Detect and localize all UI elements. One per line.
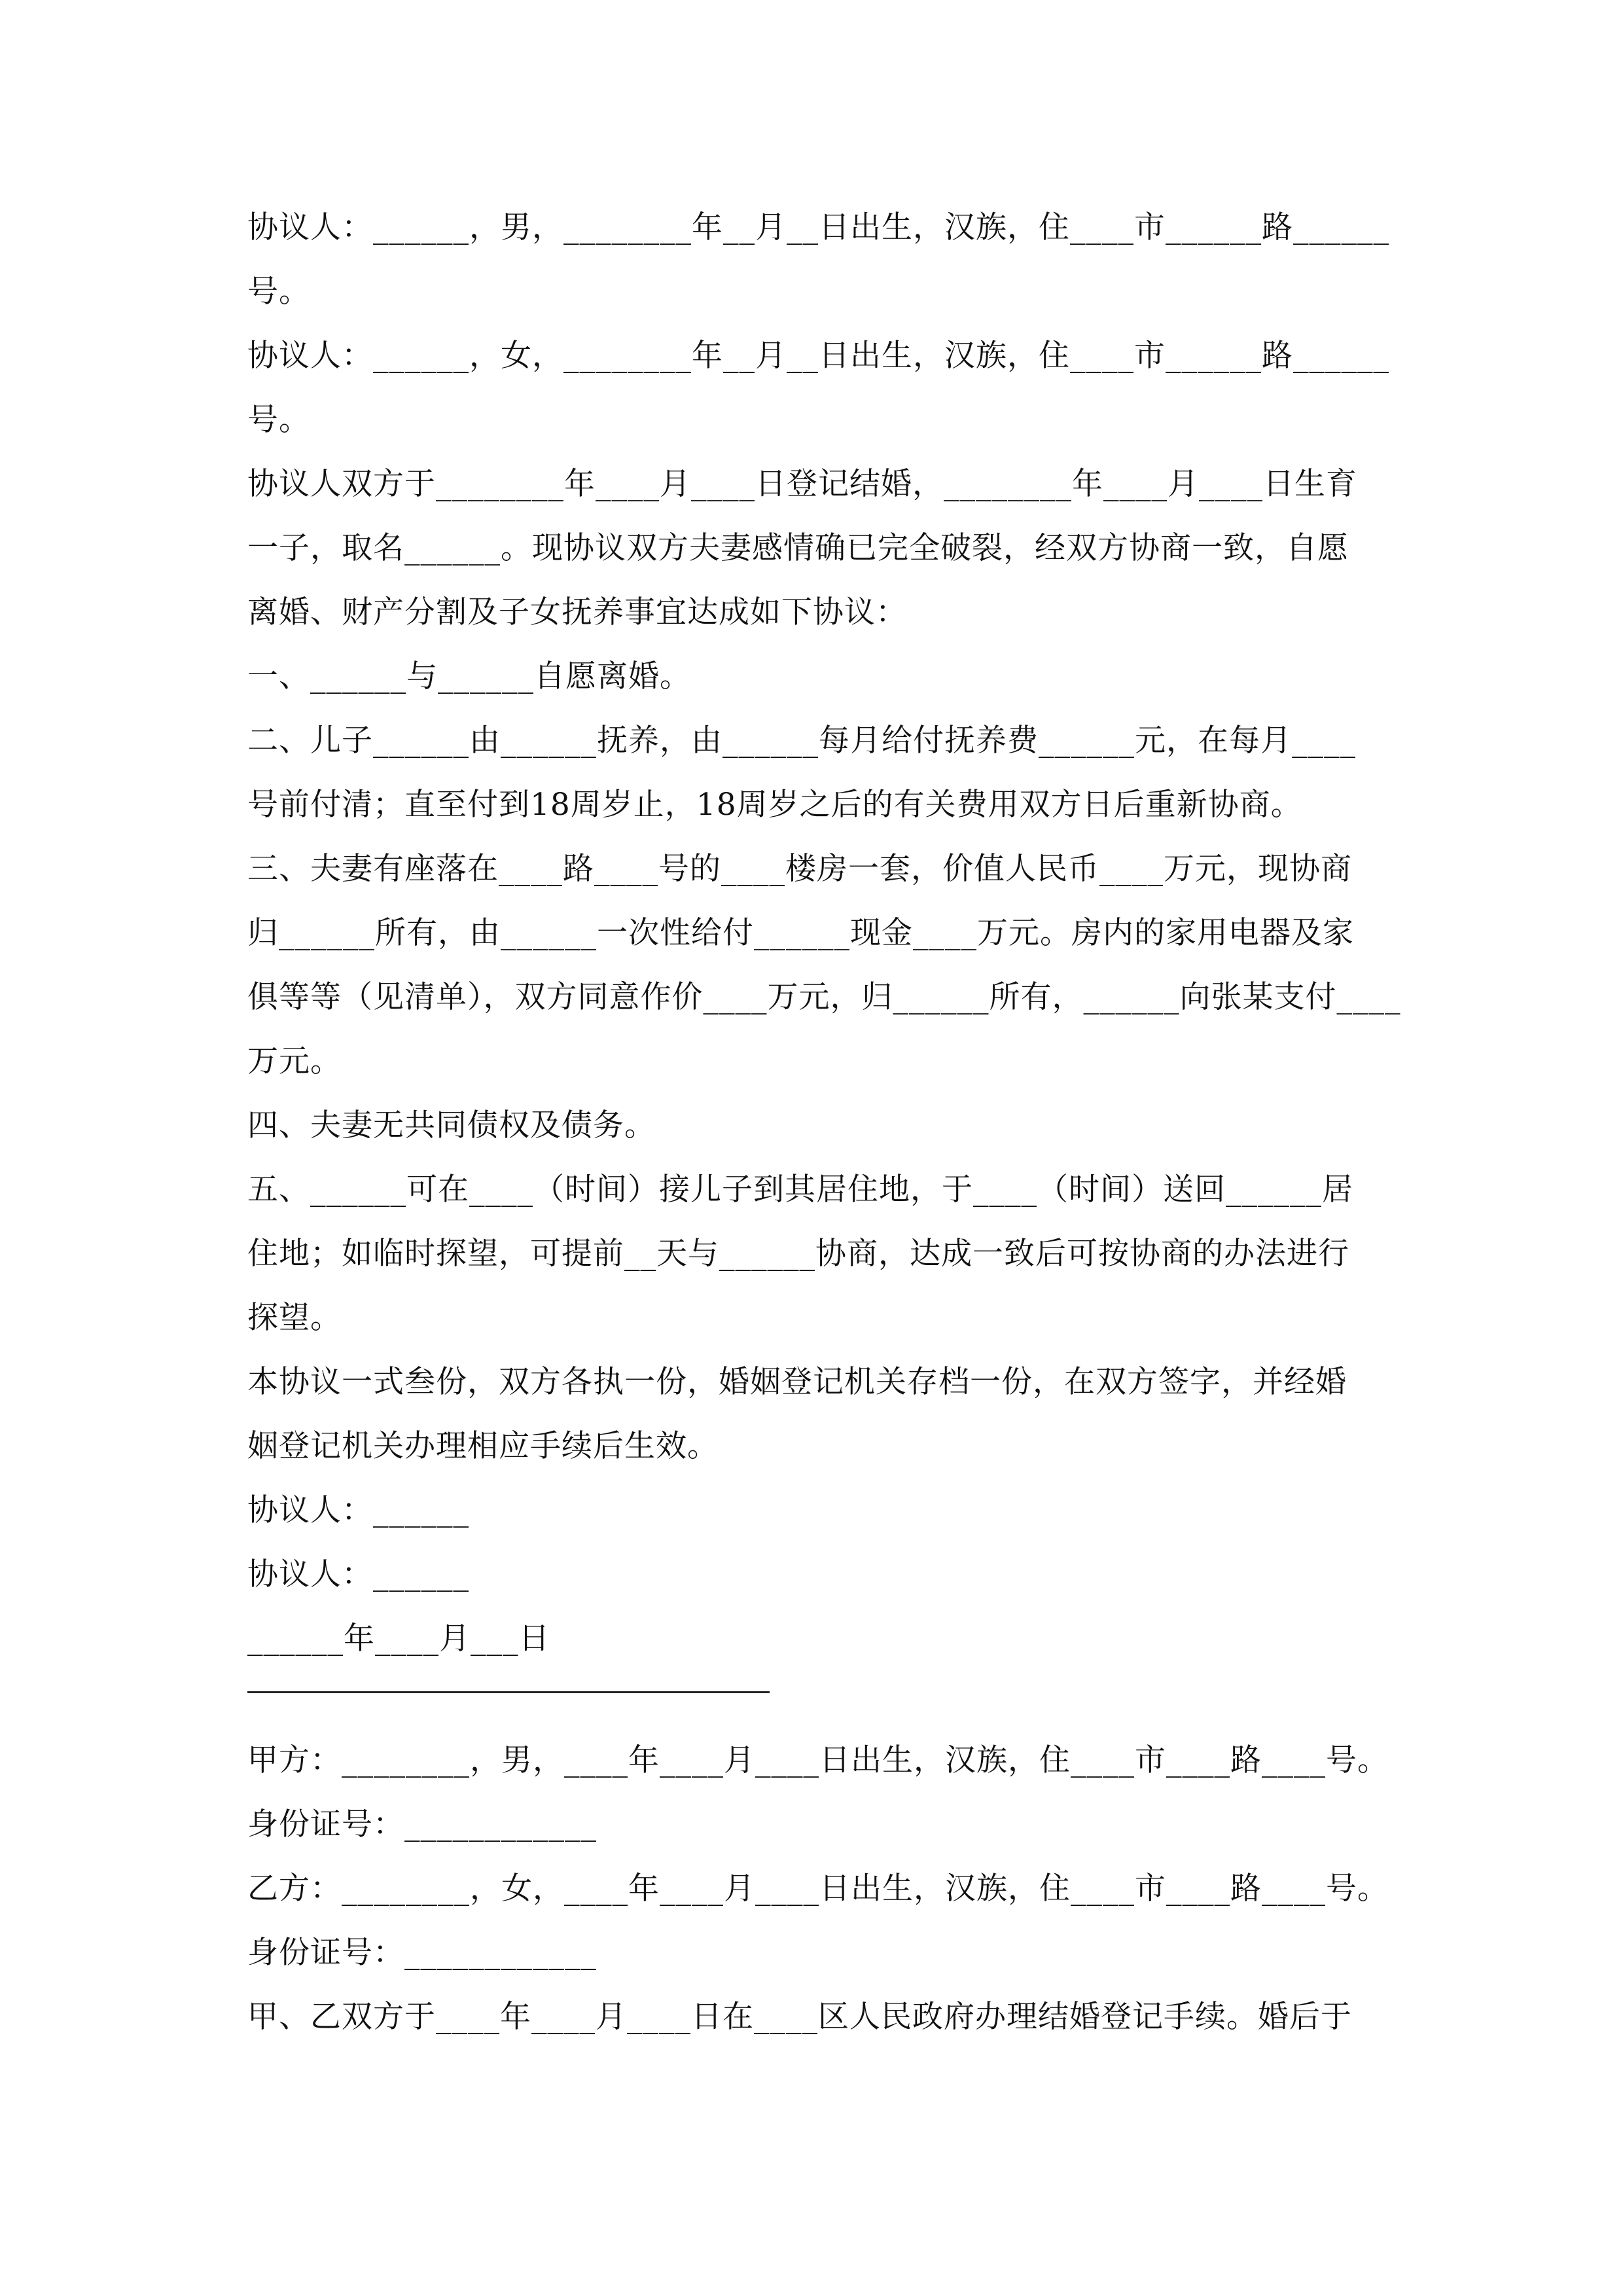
id-number-line: 身份证号：____________ [247,1806,597,1842]
text-line: 离婚、财产分割及子女抚养事宜达成如下协议： [247,594,907,630]
text-line: 号。 [247,402,310,438]
date-line: ______年____月___日 [247,1621,550,1657]
text-line: 甲、乙双方于____年____月____日在____区人民政府办理结婚登记手续。婚后于 [247,1999,1352,2035]
text-line: 号前付清；直至付到18周岁止，18周岁之后的有关费用双方日后重新协商。 [247,787,1302,823]
text-line: 五、______可在____（时间）接儿子到其居住地，于____（时间）送回______居 [247,1172,1353,1208]
section-divider [247,1691,770,1693]
text-line: 协议人：______，女，________年__月__日出生，汉族，住____市______路______ [247,338,1389,374]
text-line: 三、夫妻有座落在____路____号的____楼房一套，价值人民币____万元，现协商 [247,851,1352,887]
signature-line: 协议人：______ [247,1492,469,1528]
text-line: 探望。 [247,1300,342,1336]
text-line: 四、夫妻无共同债权及债务。 [247,1107,656,1143]
id-number-line: 身份证号：____________ [247,1935,597,1971]
text-line: 号。 [247,274,310,310]
text-line: 二、儿子______由______抚养，由______每月给付抚养费______元，在每月____ [247,723,1356,759]
text-line: 协议人：______，男，________年__月__日出生，汉族，住____市______路______ [247,209,1389,245]
text-line: 协议人双方于________年____月____日登记结婚，________年____月____日生育 [247,466,1357,502]
signature-line: 协议人：______ [247,1556,469,1592]
text-line: 归______所有，由______一次性给付______现金____万元。房内的家用电器及家 [247,915,1354,951]
text-line: 万元。 [247,1043,342,1079]
text-line: 本协议一式叁份，双方各执一份，婚姻登记机关存档一份，在双方签字，并经婚 [247,1364,1347,1400]
text-line: 一子，取名______。现协议双方夫妻感情确已完全破裂，经双方协商一致，自愿 [247,530,1349,566]
text-line: 甲方：________，男，____年____月____日出生，汉族，住____市____路____号。 [247,1742,1389,1778]
text-line: 姻登记机关办理相应手续后生效。 [247,1428,719,1464]
text-line: 一、______与______自愿离婚。 [247,658,691,694]
text-line: 乙方：________，女，____年____月____日出生，汉族，住____市____路____号。 [247,1871,1389,1907]
text-line: 俱等等（见清单），双方同意作价____万元，归______所有，______向张某支付____ [247,979,1401,1015]
text-line: 住地；如临时探望，可提前__天与______协商，达成一致后可按协商的办法进行 [247,1236,1349,1272]
